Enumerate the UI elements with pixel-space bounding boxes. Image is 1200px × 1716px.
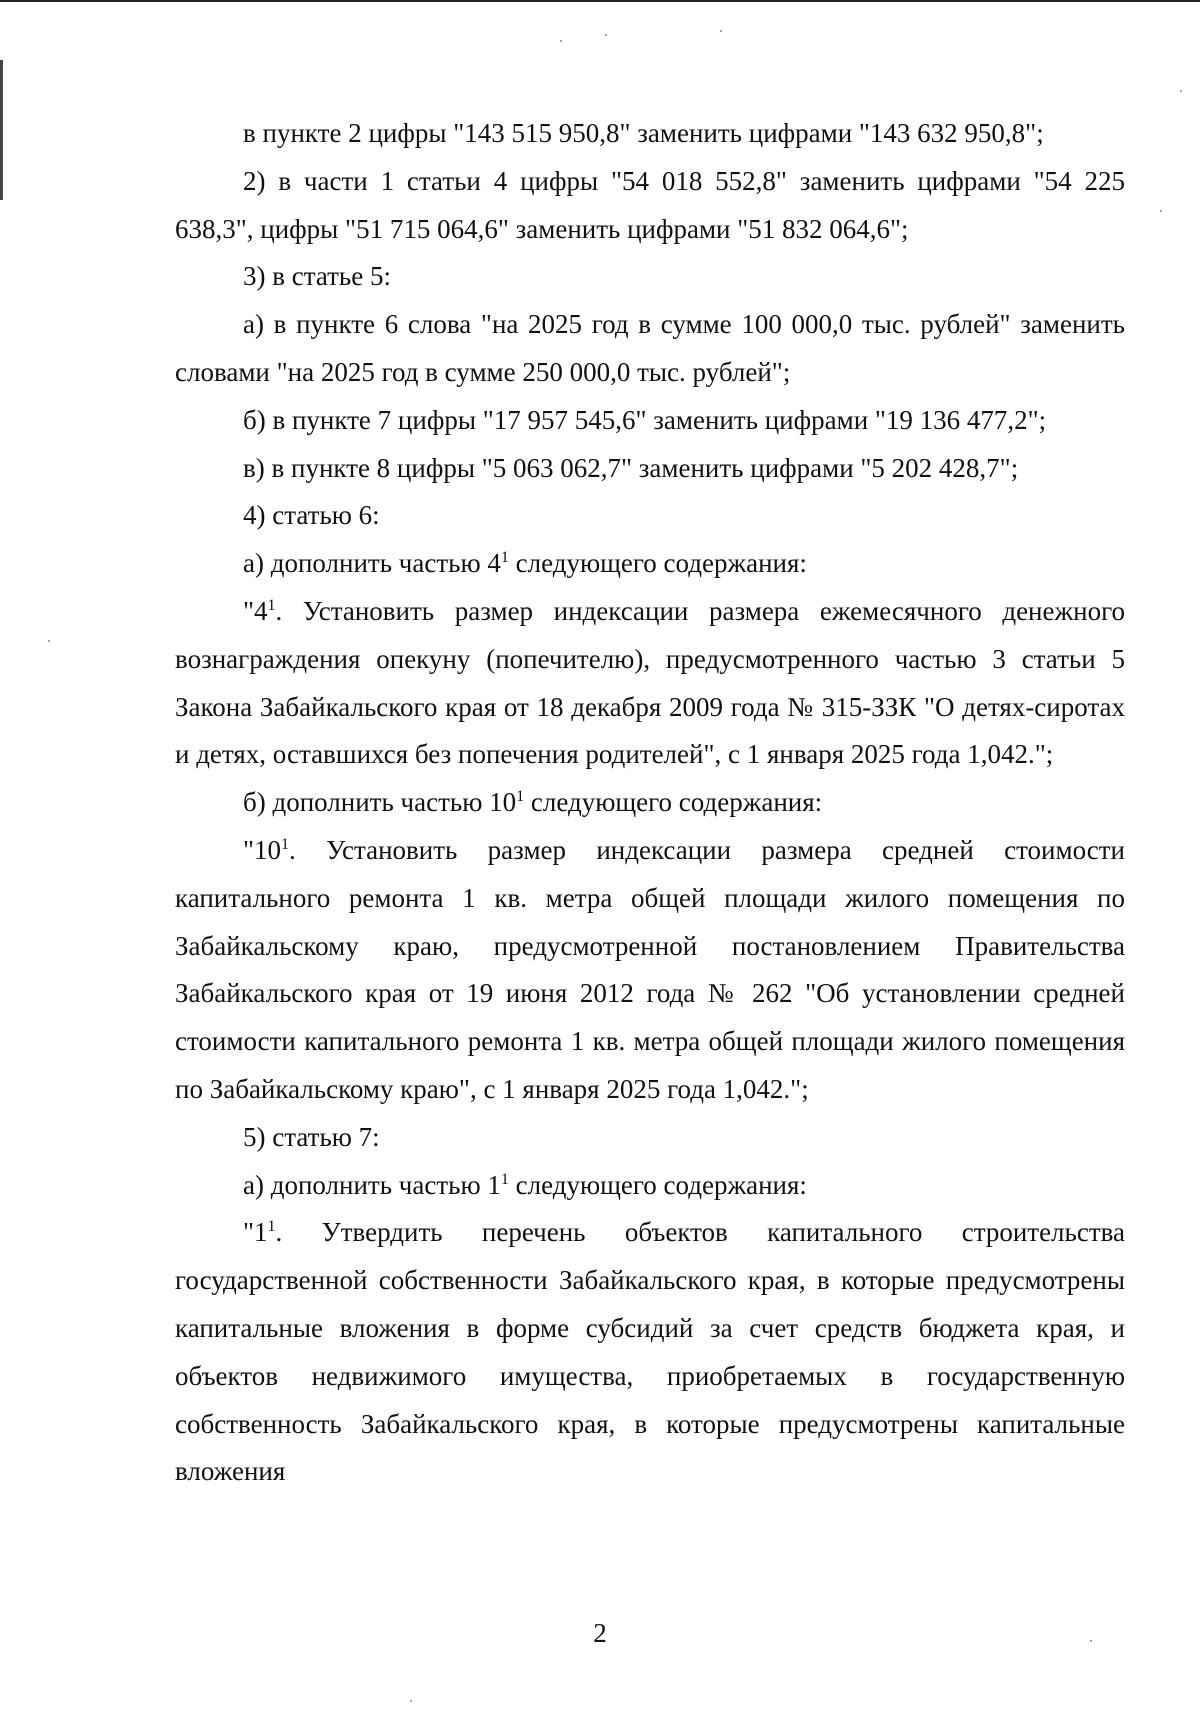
paragraph-9-text: "4 [243, 595, 268, 626]
paragraph-14-text: "1 [243, 1217, 268, 1248]
paragraph-8 [175, 540, 1125, 588]
paragraph-7: 4) статью 6: [243, 500, 380, 531]
paragraph-10-text: б) дополнить частью 10 [243, 787, 517, 818]
superscript: 1 [281, 835, 290, 853]
paragraph-11-rest: . Установить размер индексации размера средней стоимости капитального ремонта 1 кв. метра общей площади жилого помещения по Забайкальскому краю, предусмотренной постановлением Правительства Забайкальского края от 19 июня 2012 года № 262 "Об установлении средней стоимости капитального ремонта 1 кв. метра общей площади жилого помещения по Забайкальскому краю", с 1 января 2025 года 1,042."; [175, 834, 1125, 1104]
paragraph-14-rest: . Утвердить перечень объектов капитального строительства государственной собственности Забайкальского края, в которые предусмотрены капитальные вложения в форме субсидий за счет средств бюджета края, и объектов недвижимого имущества, приобретаемых в государственную собственность Забайкальского края, в которые предусмотрены капитальные вложения [175, 1217, 1125, 1487]
paragraph-11 [175, 827, 1125, 1114]
superscript: 1 [500, 1170, 509, 1188]
paragraph-12: 5) статью 7: [243, 1121, 380, 1152]
scan-speck [48, 640, 50, 642]
superscript: 1 [267, 596, 276, 614]
paragraph-11-text: "10 [243, 834, 282, 865]
paragraph-14 [175, 1209, 1125, 1496]
paragraph-9-rest: . Установить размер индексации размера ежемесячного денежного вознаграждения опекуну (попечителю), предусмотренного частью 3 статьи 5 Закона Забайкальского края от 18 декабря 2009 года № 315-ЗЗК "О детях-сиротах и детях, оставшихся без попечения родителей", с 1 января 2025 года 1,042."; [175, 595, 1125, 770]
scan-speck [410, 1700, 412, 1702]
paragraph-8-rest: следующего содержания: [508, 548, 807, 579]
superscript: 1 [516, 788, 525, 806]
scan-speck [1180, 90, 1182, 92]
paragraph-13-rest: следующего содержания: [508, 1169, 807, 1200]
scan-speck [605, 34, 607, 36]
paragraph-6: в) в пункте 8 цифры "5 063 062,7" заменить цифрами "5 202 428,7"; [243, 452, 1019, 483]
scan-speck [560, 40, 562, 42]
scan-speck [1160, 210, 1162, 212]
superscript: 1 [500, 549, 509, 567]
superscript: 1 [267, 1218, 276, 1236]
paragraph-2: 2) в части 1 статьи 4 цифры "54 018 552,8" заменить цифрами "54 225 638,3", цифры "51 715 064,6" заменить цифрами "51 832 064,6"; [175, 165, 1125, 244]
paragraph-10-rest: следующего содержания: [524, 787, 823, 818]
document-body [175, 110, 1125, 1496]
scan-speck [720, 30, 722, 32]
paragraph-13 [175, 1162, 1125, 1210]
paragraph-3: 3) в статье 5: [243, 261, 391, 292]
paragraph-4: а) в пункте 6 слова "на 2025 год в сумме 100 000,0 тыс. рублей" заменить словами "на 2025 год в сумме 250 000,0 тыс. рублей"; [175, 309, 1125, 387]
paragraph-8-text: а) дополнить частью 4 [243, 548, 501, 579]
scan-speck [1090, 1640, 1092, 1642]
page-number: 2 [593, 1618, 607, 1648]
paragraph-1: в пункте 2 цифры "143 515 950,8" заменить цифрами "143 632 950,8"; [243, 118, 1044, 148]
paragraph-13-text: а) дополнить частью 1 [243, 1169, 501, 1200]
scan-left-edge [0, 60, 3, 200]
paragraph-10 [175, 779, 1125, 827]
paragraph-9 [175, 588, 1125, 779]
scan-top-edge [0, 0, 1200, 2]
paragraph-5: б) в пункте 7 цифры "17 957 545,6" заменить цифрами "19 136 477,2"; [243, 404, 1047, 435]
